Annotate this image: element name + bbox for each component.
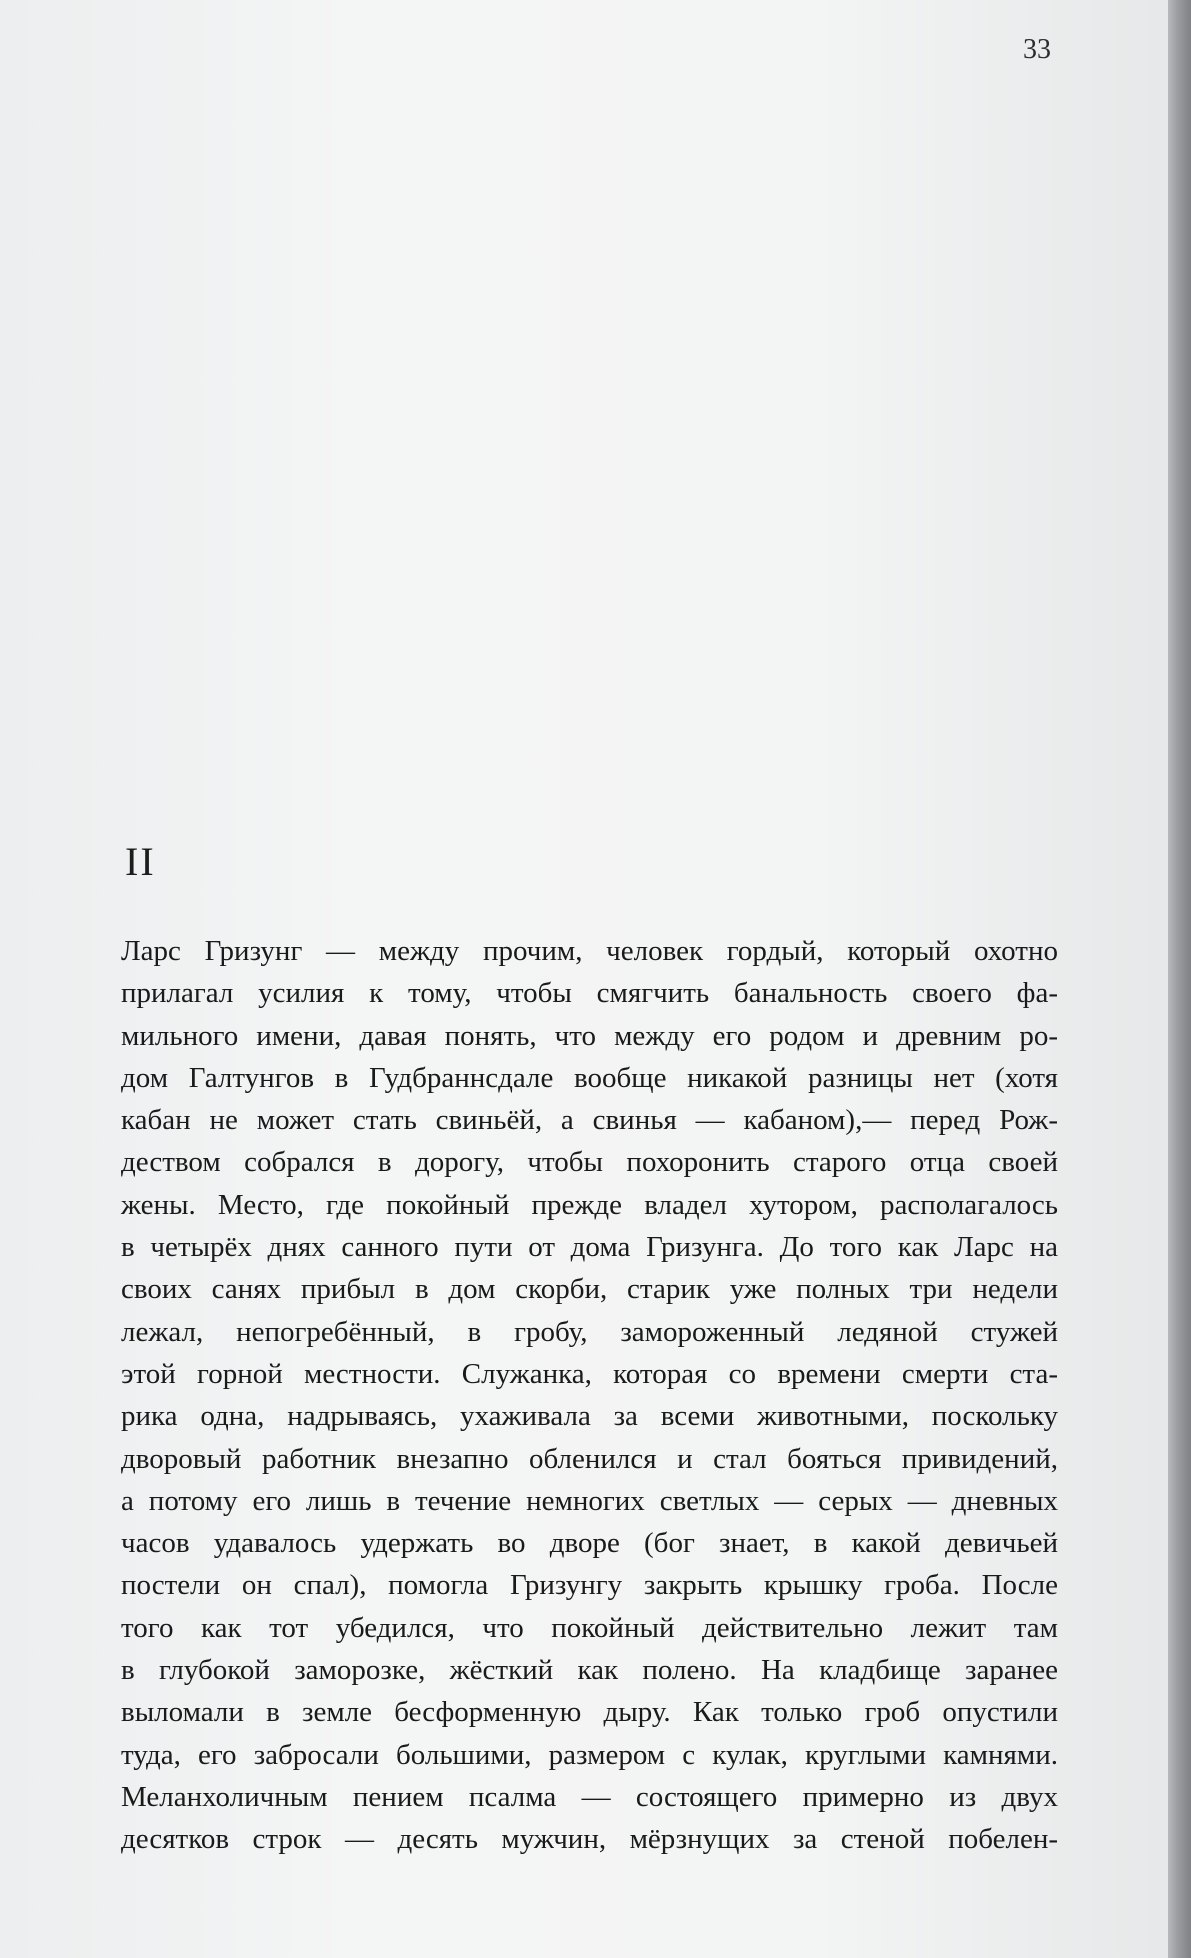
text-line: деством собрался в дорогу, чтобы похоронить старого отца своей [121, 1146, 1058, 1179]
text-line: прилагал усилия к тому, чтобы смягчить банальность своего фа- [121, 977, 1058, 1010]
text-line: Ларс Гризунг — между прочим, человек гордый, который охотно [121, 935, 1058, 967]
text-line: своих санях прибыл в дом скорби, старик уже полных три недели [121, 1273, 1058, 1306]
text-line: того как тот убедился, что покойный действительно лежит там [121, 1611, 1058, 1644]
chapter-heading: II [125, 839, 156, 884]
body-paragraph [121, 930, 1058, 1861]
text-line: этой горной местности. Служанка, которая со времени смерти ста- [121, 1357, 1058, 1390]
text-line: Меланхоличным пением псалма — состоящего примерно из двух [121, 1780, 1058, 1813]
text-line: дом Галтунгов в Гудбраннсдале вообще никакой разницы нет (хотя [121, 1061, 1058, 1094]
text-line: мильного имени, давая понять, что между его родом и древним ро- [121, 1019, 1058, 1052]
book-page-edge [1168, 0, 1191, 1958]
text-line: а потому его лишь в течение немногих светлых — серых — дневных [121, 1484, 1058, 1517]
text-line: рика одна, надрываясь, ухаживала за всеми животными, поскольку [121, 1400, 1058, 1433]
text-line: в четырёх днях санного пути от дома Гризунга. До того как Ларс на [121, 1231, 1058, 1264]
text-line: часов удавалось удержать во дворе (бог знает, в какой девичьей [121, 1527, 1058, 1560]
text-line: туда, его забросали большими, размером с кулак, круглыми камнями. [121, 1738, 1058, 1771]
text-line: кабан не может стать свиньёй, а свинья — кабаном),— перед Рож- [121, 1104, 1058, 1137]
text-line: десятков строк — десять мужчин, мёрзнущих за стеной побелен- [121, 1823, 1058, 1856]
text-line: дворовый работник внезапно обленился и стал бояться привидений, [121, 1442, 1058, 1475]
page-number: 33 [1023, 34, 1051, 65]
text-line: постели он спал), помогла Гризунгу закрыть крышку гроба. После [121, 1569, 1058, 1602]
text-line: в глубокой заморозке, жёсткий как полено. На кладбище заранее [121, 1654, 1058, 1687]
text-line: выломали в земле бесформенную дыру. Как только гроб опустили [121, 1696, 1058, 1729]
text-line: лежал, непогребённый, в гробу, замороженный ледяной стужей [121, 1315, 1058, 1348]
text-line: жены. Место, где покойный прежде владел хутором, располагалось [121, 1188, 1058, 1221]
